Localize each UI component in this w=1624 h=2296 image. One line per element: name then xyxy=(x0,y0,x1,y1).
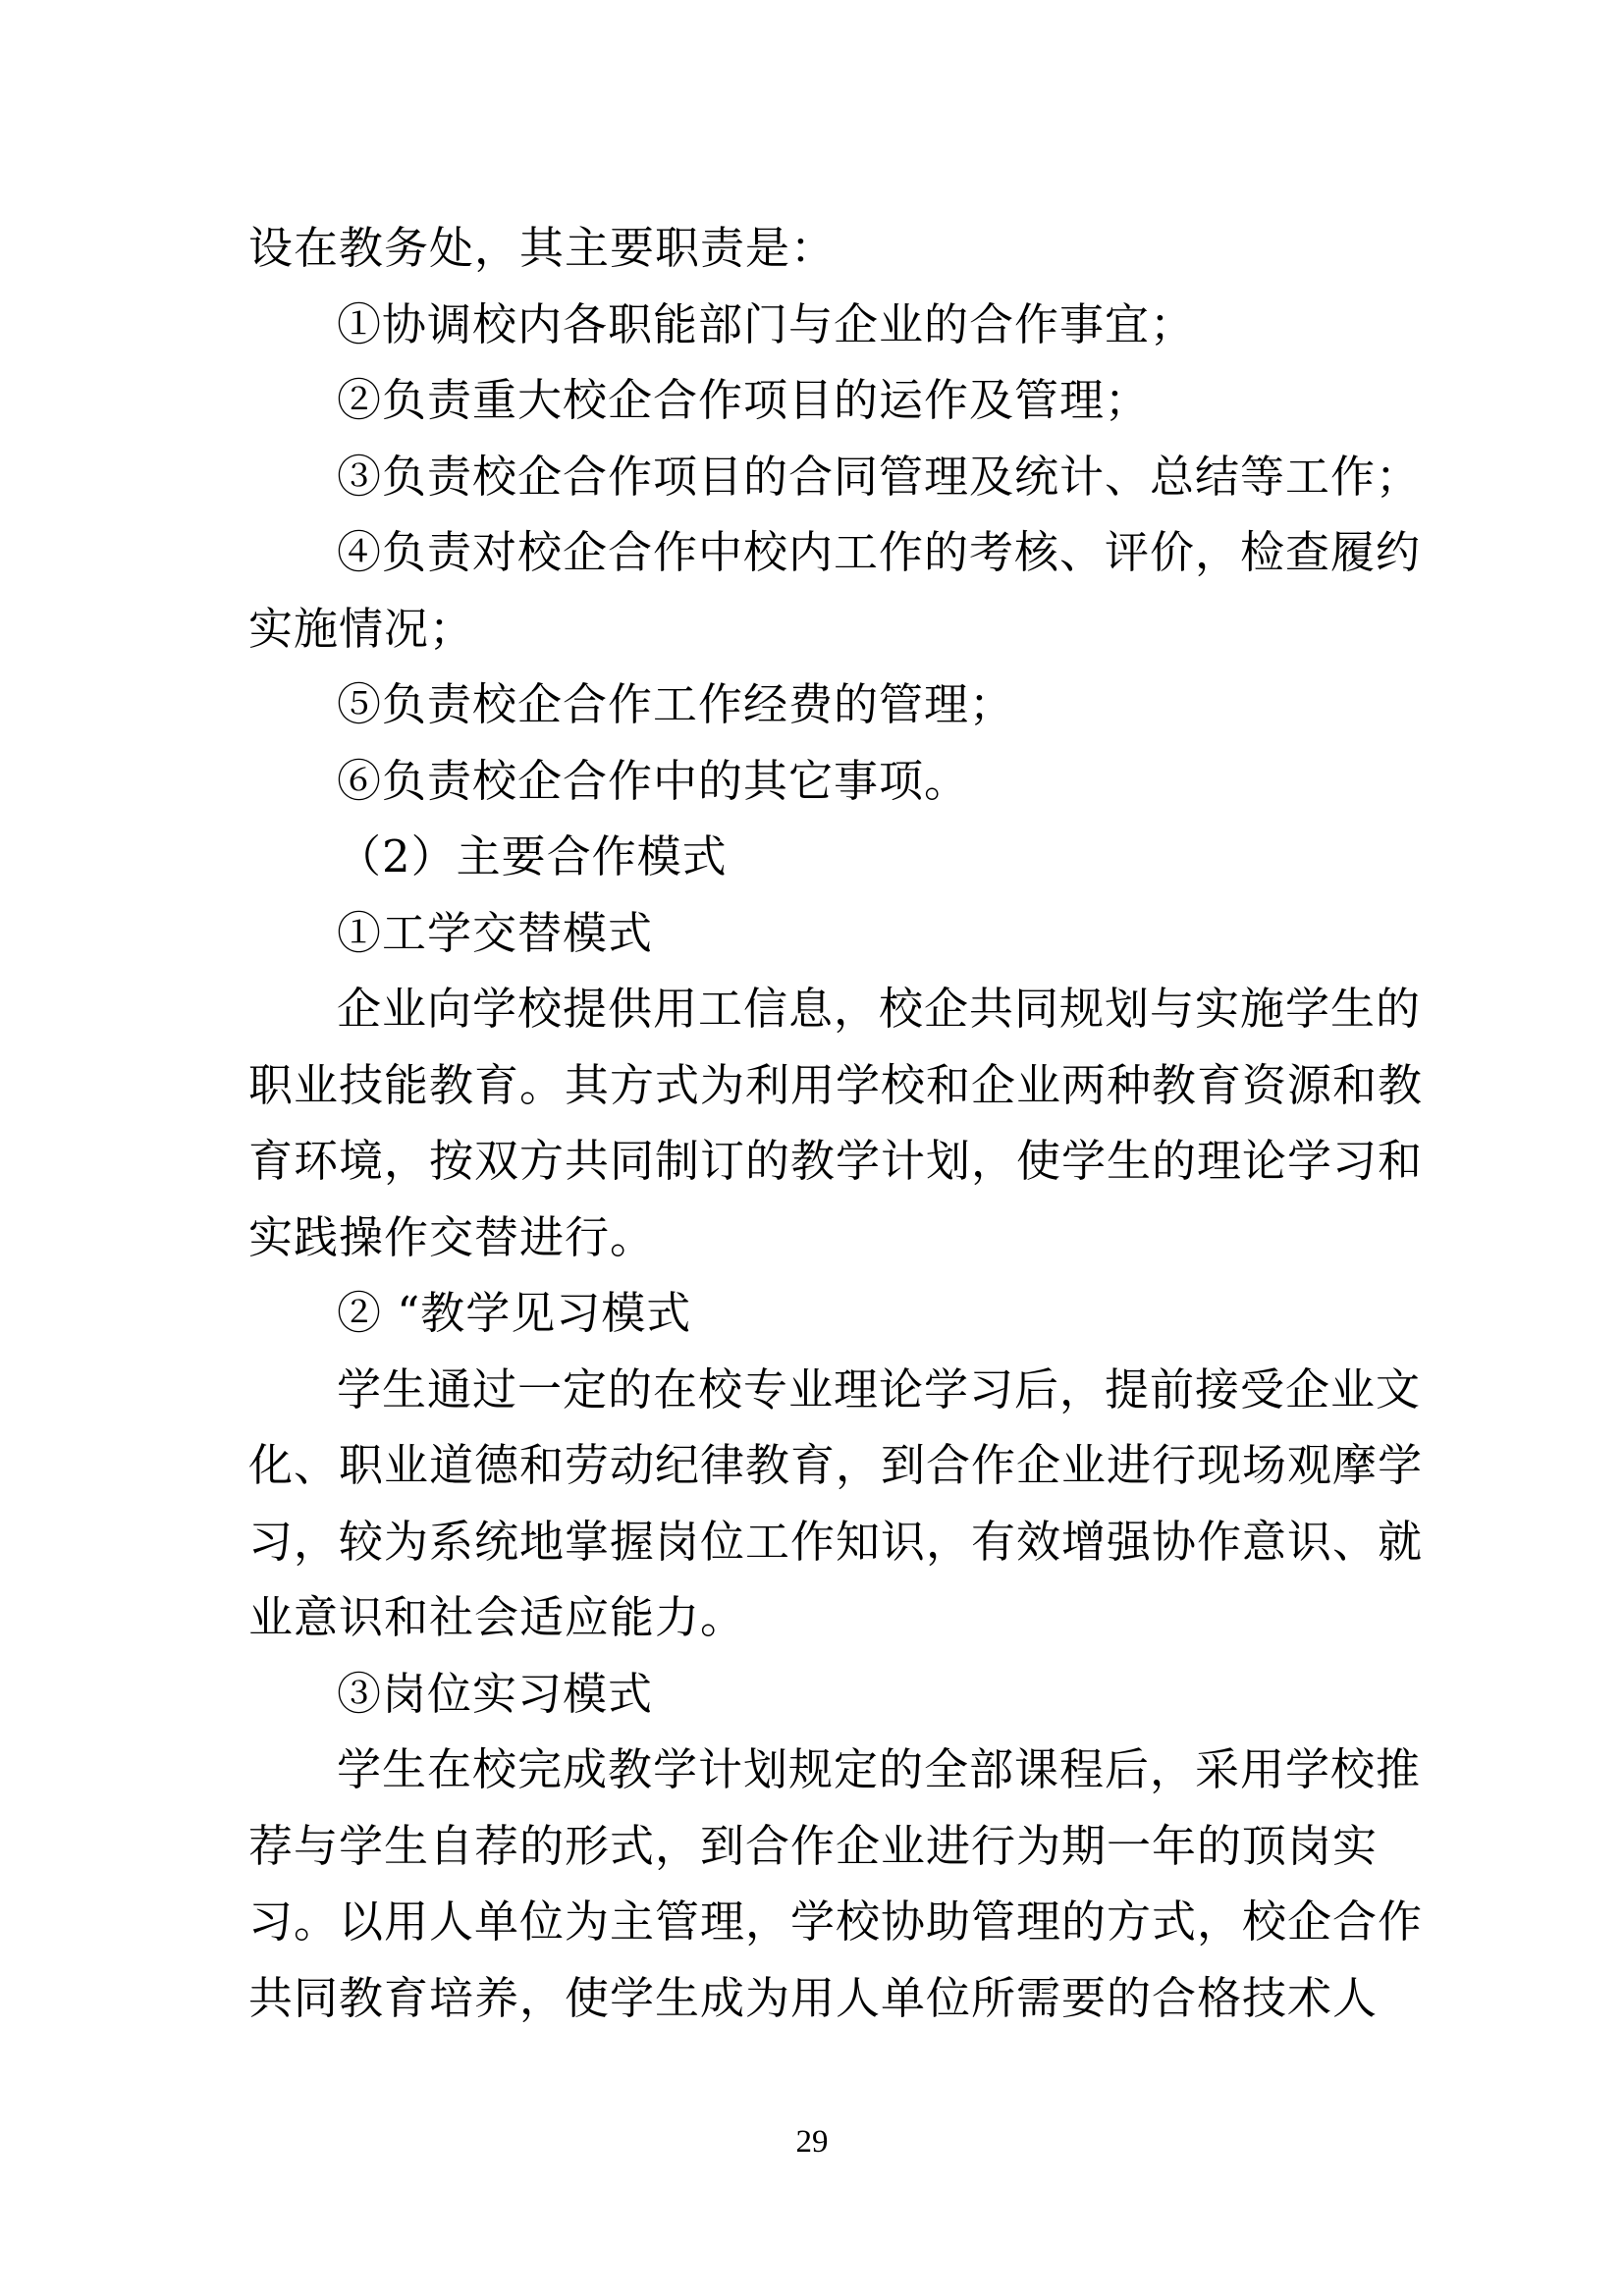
text-line: 实施情况； xyxy=(248,602,475,655)
subsection-heading: ② “教学见习模式 xyxy=(337,1287,692,1339)
page-number: 29 xyxy=(795,2124,829,2160)
text-line: 学生在校完成教学计划规定的全部课程后，采用学校推 xyxy=(337,1743,1422,1795)
text-line: 企业向学校提供用工信息，校企共同规划与实施学生的 xyxy=(337,983,1422,1035)
text-line: ⑥负责校企合作中的其它事项。 xyxy=(337,754,970,807)
text-line: 荐与学生自荐的形式，到合作企业进行为期一年的顶岗实 xyxy=(248,1819,1379,1872)
text-line: ①协调校内各职能部门与企业的合作事宜； xyxy=(337,297,1196,350)
text-line: ⑤负责校企合作工作经费的管理； xyxy=(337,678,1015,730)
text-line: 业意识和社会适应能力。 xyxy=(248,1591,746,1643)
document-body xyxy=(248,210,1424,2036)
text-line: 习，较为系统地掌握岗位工作知识，有效增强协作意识、就 xyxy=(248,1515,1424,1568)
text-line: 职业技能教育。其方式为利用学校和企业两种教育资源和教 xyxy=(248,1058,1424,1111)
text-line: ②负责重大校企合作项目的运作及管理； xyxy=(337,374,1151,426)
text-line: 育环境，按双方共同制订的教学计划，使学生的理论学习和 xyxy=(248,1135,1424,1187)
text-line: 设在教务处，其主要职责是： xyxy=(248,222,837,274)
text-line: ④负责对校企合作中校内工作的考核、评价，检查履约 xyxy=(337,526,1422,578)
text-line: 实践操作交替进行。 xyxy=(248,1210,656,1263)
subsection-heading: ③岗位实习模式 xyxy=(337,1667,654,1720)
text-line: 共同教育培养，使学生成为用人单位所需要的合格技术人 xyxy=(248,1971,1379,2024)
text-line: 习。以用人单位为主管理，学校协助管理的方式，校企合作 xyxy=(248,1896,1424,1948)
section-heading: （2）主要合作模式 xyxy=(337,830,728,882)
page-footer xyxy=(0,2120,1624,2163)
text-line: 学生通过一定的在校专业理论学习后，提前接受企业文 xyxy=(337,1362,1422,1415)
text-line: ③负责校企合作项目的合同管理及统计、总结等工作； xyxy=(337,450,1422,503)
text-line: 化、职业道德和劳动纪律教育，到合作企业进行现场观摩学 xyxy=(248,1439,1424,1491)
subsection-heading: ①工学交替模式 xyxy=(337,906,654,959)
